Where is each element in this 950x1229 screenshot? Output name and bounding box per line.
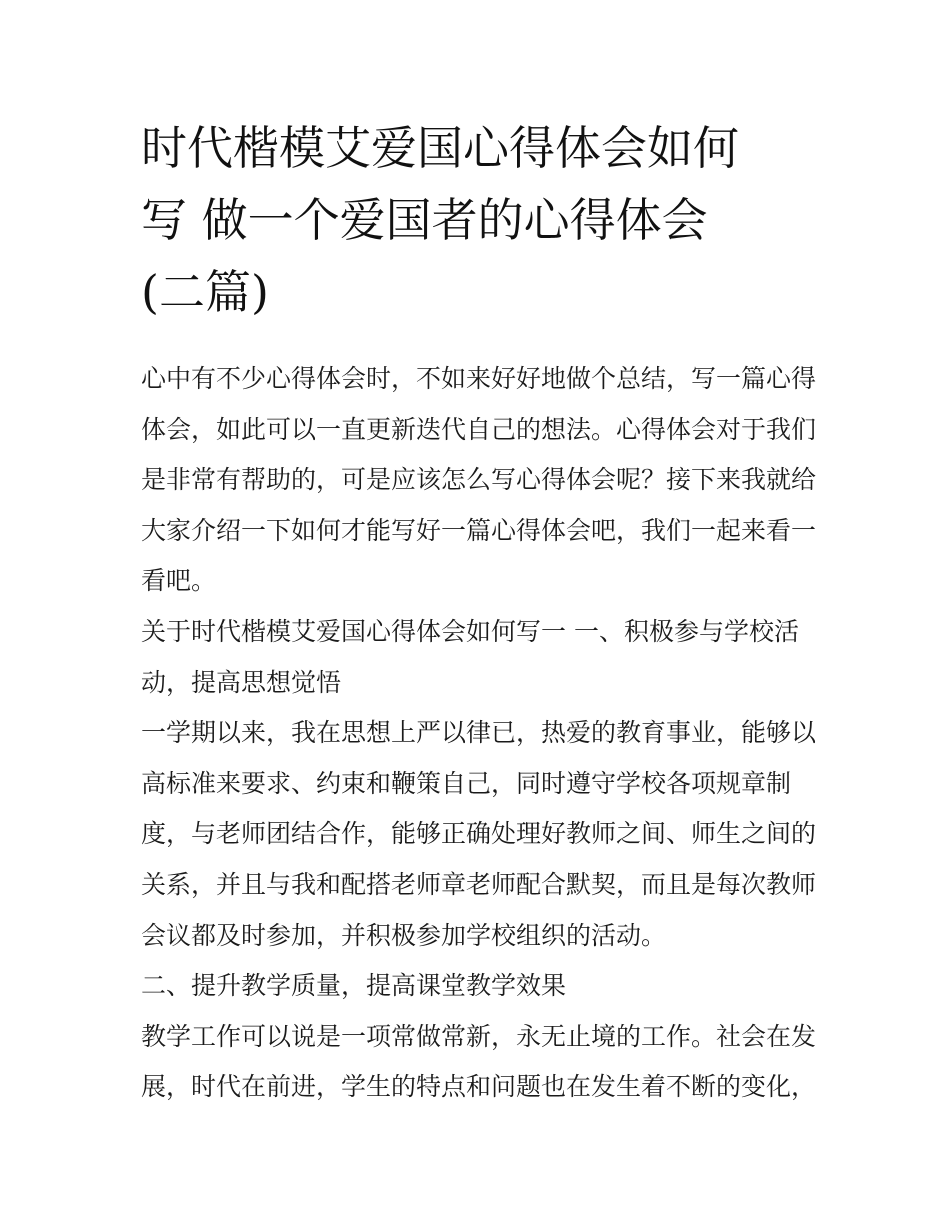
body-line: 心中有不少心得体会时，不如来好好地做个总结，写一篇心得 <box>141 364 817 393</box>
body-line: 体会，如此可以一直更新迭代自己的想法。心得体会对于我们 <box>141 414 817 444</box>
body-line: 度，与老师团结合作，能够正确处理好教师之间、师生之间的 <box>141 819 817 849</box>
section-heading-line: 动，提高思想觉悟 <box>141 667 342 697</box>
document-body <box>141 354 821 1113</box>
body-line: 高标准来要求、约束和鞭策自己，同时遵守学校各项规章制 <box>141 768 792 798</box>
body-line: 关系，并且与我和配搭老师章老师配合默契，而且是每次教师 <box>141 869 817 899</box>
body-line: 大家介绍一下如何才能写好一篇心得体会吧，我们一起来看一 <box>141 515 817 545</box>
title-line: 写 做一个爱国者的心得体会 <box>141 193 708 247</box>
body-line: 看吧。 <box>141 566 217 596</box>
body-line: 教学工作可以说是一项常做常新，永无止境的工作。社会在发 <box>141 1021 817 1051</box>
body-line: 是非常有帮助的，可是应该怎么写心得体会呢？接下来我就给 <box>141 465 817 495</box>
section-heading-line: 关于时代楷模艾爱国心得体会如何写一 一、积极参与学校活 <box>141 616 799 646</box>
document-title <box>141 112 821 328</box>
section-heading-line: 二、提升教学质量，提高课堂教学效果 <box>141 971 567 1001</box>
body-line: 展，时代在前进，学生的特点和问题也在发生着不断的变化， <box>141 1072 817 1102</box>
body-line: 会议都及时参加，并积极参加学校组织的活动。 <box>141 920 667 950</box>
title-line: 时代楷模艾爱国心得体会如何 <box>141 121 739 175</box>
body-line: 一学期以来，我在思想上严以律已，热爱的教育事业，能够以 <box>141 718 817 748</box>
title-line: (二篇) <box>141 265 269 319</box>
